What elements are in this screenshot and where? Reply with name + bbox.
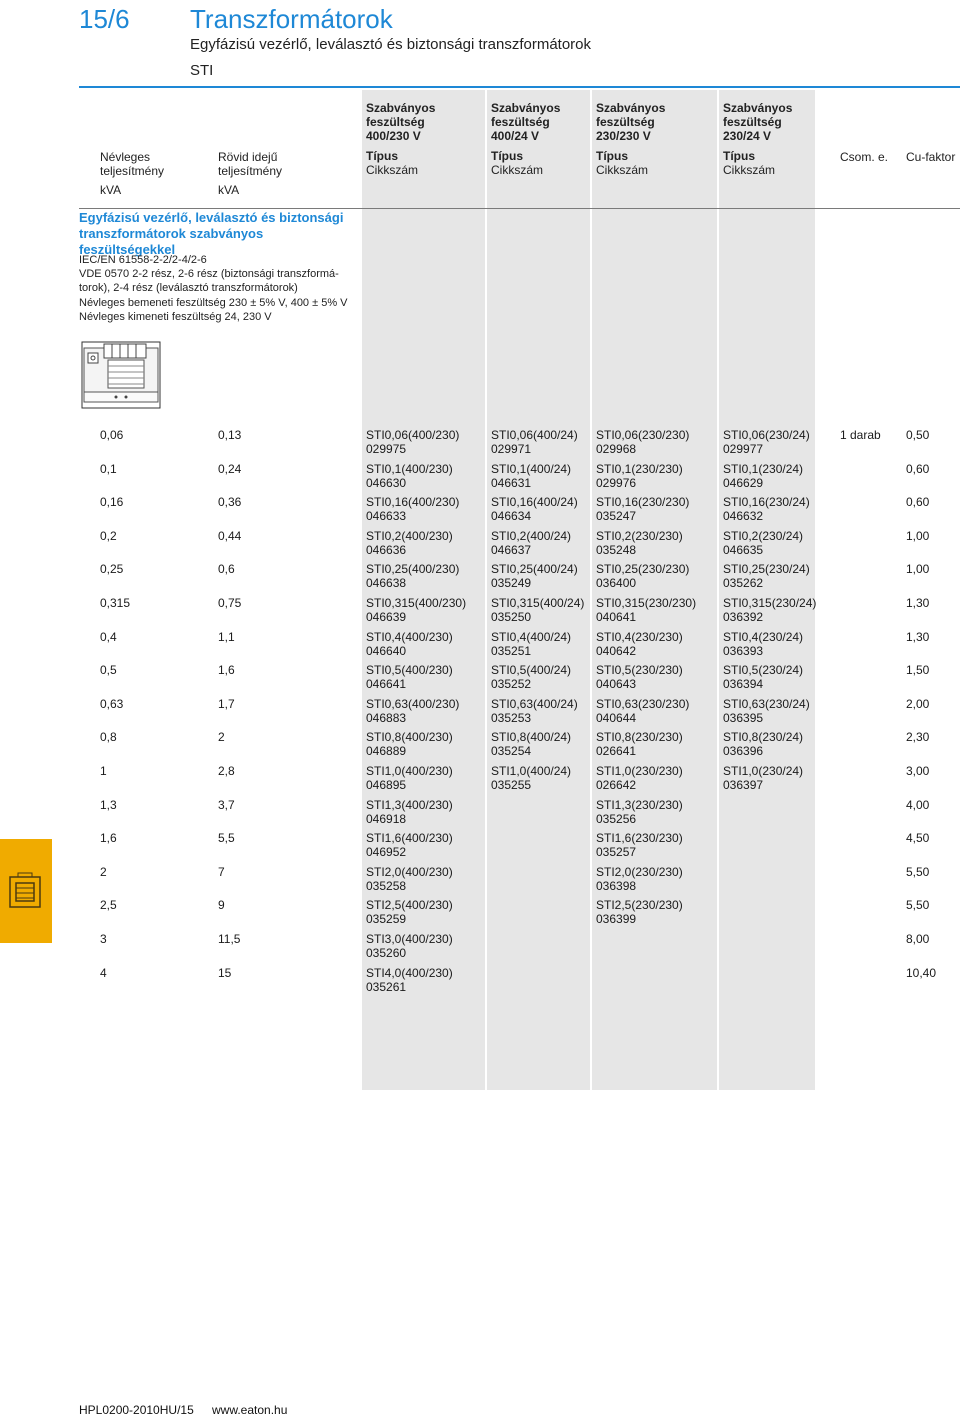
type-code: STI1,0(230/230) — [596, 764, 683, 778]
type-cell — [596, 529, 683, 557]
table-row — [0, 462, 960, 496]
type-cell — [366, 529, 453, 557]
header-std1-cikk: Cikkszám — [366, 163, 419, 177]
type-cell — [366, 898, 453, 926]
type-cell — [366, 697, 459, 725]
article-number: 035262 — [723, 576, 764, 591]
article-number: 026642 — [596, 778, 637, 792]
type-code: STI2,5(230/230) — [596, 898, 683, 913]
header-cu: Cu-faktor — [906, 150, 956, 164]
article-number: 040642 — [596, 643, 637, 658]
cu-cell: 1,30 — [906, 629, 930, 644]
type-code: STI1,0(400/230) — [366, 764, 453, 778]
type-code: STI0,4(230/24) — [723, 629, 804, 644]
article-number: 046634 — [491, 509, 532, 524]
type-cell — [723, 462, 803, 490]
type-cell — [366, 596, 466, 624]
type-code: STI2,0(400/230) — [366, 864, 453, 879]
header-std1-l1: Szabványos — [366, 101, 436, 115]
type-code: STI0,06(400/230) — [366, 428, 460, 442]
header-nevleges-l2: teljesítmény — [100, 164, 165, 178]
article-number: 035261 — [366, 979, 407, 994]
cu-cell: 4,00 — [906, 797, 930, 812]
type-cell — [491, 529, 571, 557]
type-code: STI1,0(230/24) — [723, 764, 804, 778]
article-number: 046633 — [366, 509, 407, 524]
type-cell — [723, 529, 803, 557]
article-number: 046638 — [366, 576, 407, 591]
table-row — [0, 932, 960, 966]
type-cell — [491, 630, 571, 658]
table-row — [0, 697, 960, 731]
article-number: 035255 — [491, 778, 532, 792]
kva-cell: 0,16 — [100, 495, 124, 510]
kva-cell: 0,63 — [100, 696, 124, 711]
type-cell — [491, 562, 578, 590]
kva-cell: 0,4 — [100, 629, 117, 644]
description-line: IEC/EN 61558-2-2/2-4/2-6 — [79, 254, 207, 266]
header-std2-l2: feszültség — [491, 115, 550, 129]
table-row — [0, 865, 960, 899]
type-code: STI0,315(400/230) — [366, 596, 467, 610]
type-cell — [596, 764, 683, 792]
article-number: 035248 — [596, 542, 637, 557]
header-nevleges-unit: kVA — [100, 183, 122, 197]
type-cell — [366, 562, 459, 590]
type-code: STI0,8(230/230) — [596, 730, 683, 745]
header-std2-tipus: Típus — [491, 149, 523, 163]
type-code: STI0,1(230/24) — [723, 461, 804, 476]
type-cell — [596, 663, 683, 691]
kva-cell: 0,8 — [100, 730, 117, 745]
table-row — [0, 966, 960, 1000]
cu-cell: 8,00 — [906, 932, 930, 946]
type-code: STI0,2(230/24) — [723, 528, 804, 543]
type-cell — [596, 630, 683, 658]
article-number: 046630 — [366, 475, 407, 490]
type-code: STI0,25(400/24) — [491, 562, 578, 577]
cu-cell: 10,40 — [906, 965, 937, 980]
header-nevleges — [100, 150, 164, 197]
cu-cell: 5,50 — [906, 898, 930, 913]
rovid-cell: 2,8 — [218, 764, 235, 778]
cu-cell: 0,60 — [906, 495, 930, 510]
type-cell — [596, 898, 683, 926]
cu-cell: 1,00 — [906, 528, 930, 543]
type-code: STI0,25(400/230) — [366, 562, 460, 577]
article-number: 029971 — [491, 442, 532, 456]
transformer-tab-icon — [0, 839, 52, 943]
type-cell — [491, 462, 571, 490]
article-number: 046639 — [366, 610, 407, 624]
article-number: 035252 — [491, 677, 532, 692]
type-cell — [366, 764, 453, 792]
type-code: STI0,5(400/24) — [491, 663, 572, 678]
rovid-cell: 0,13 — [218, 428, 242, 442]
rovid-cell: 15 — [218, 965, 232, 980]
article-number: 035251 — [491, 643, 532, 658]
header-std4-l2: feszültség — [723, 115, 782, 129]
article-number: 026641 — [596, 744, 637, 759]
kva-cell: 0,315 — [100, 596, 131, 610]
section-title: Egyfázisú vezérlő, leválasztó és biztonsági transzformátorok szabványos feszültségekkel — [79, 210, 344, 257]
cu-cell: 2,00 — [906, 696, 930, 711]
type-code: STI2,5(400/230) — [366, 898, 453, 913]
footer-code: HPL0200-2010HU/15 — [79, 1403, 194, 1416]
type-code: STI0,1(400/230) — [366, 461, 453, 476]
article-number: 046883 — [366, 710, 407, 725]
table-row — [0, 663, 960, 697]
type-cell — [723, 596, 816, 624]
article-number: 036400 — [596, 576, 637, 591]
article-number: 046918 — [366, 811, 407, 826]
table-row — [0, 596, 960, 630]
article-number: 046632 — [723, 509, 764, 524]
article-number: 036392 — [723, 610, 764, 624]
description-line: Névleges bemeneti feszültség 230 ± 5% V, 400 ± 5% V — [79, 296, 348, 309]
kva-cell: 0,06 — [100, 428, 124, 442]
transformer-icon — [80, 340, 162, 412]
type-cell — [366, 932, 453, 960]
rovid-cell: 1,6 — [218, 663, 235, 678]
type-cell — [596, 798, 683, 826]
table-row — [0, 428, 960, 462]
article-number: 036398 — [596, 878, 637, 893]
article-number: 029968 — [596, 442, 637, 456]
type-cell — [491, 596, 584, 624]
type-cell — [723, 730, 803, 758]
type-code: STI0,2(400/24) — [491, 528, 572, 543]
header-std2 — [491, 101, 560, 177]
header-std1-tipus: Típus — [366, 149, 398, 163]
header-std3 — [596, 101, 665, 177]
header-rovid-l2: teljesítmény — [218, 164, 283, 178]
type-code: STI0,16(230/230) — [596, 495, 690, 510]
type-cell — [366, 831, 453, 859]
header-std3-l3: 230/230 V — [596, 129, 651, 143]
type-code: STI0,4(400/230) — [366, 629, 453, 644]
type-cell — [723, 428, 810, 456]
type-code: STI0,06(400/24) — [491, 428, 578, 442]
header-std4-cikk: Cikkszám — [723, 163, 776, 177]
header-std2-cikk: Cikkszám — [491, 163, 544, 177]
article-number: 035257 — [596, 845, 637, 860]
table-row — [0, 730, 960, 764]
table-row — [0, 562, 960, 596]
type-cell — [491, 764, 571, 792]
type-code: STI4,0(400/230) — [366, 965, 453, 980]
cu-cell: 5,50 — [906, 864, 930, 879]
type-code: STI0,4(230/230) — [596, 629, 683, 644]
table-row — [0, 798, 960, 832]
table-row — [0, 764, 960, 798]
rovid-cell: 1,7 — [218, 696, 235, 711]
table-row — [0, 495, 960, 529]
type-cell — [491, 697, 578, 725]
rovid-cell: 1,1 — [218, 629, 235, 644]
header-std4-l1: Szabványos — [723, 101, 793, 115]
type-code: STI0,315(230/24) — [723, 596, 817, 610]
type-code: STI0,25(230/24) — [723, 562, 810, 577]
type-code: STI0,5(400/230) — [366, 663, 453, 678]
type-code: STI0,1(400/24) — [491, 461, 572, 476]
article-number: 046629 — [723, 475, 764, 490]
header-std3-tipus: Típus — [596, 149, 628, 163]
article-number: 046631 — [491, 475, 532, 490]
header-std3-l2: feszültség — [596, 115, 655, 129]
type-code: STI0,06(230/230) — [596, 428, 690, 442]
type-cell — [366, 730, 453, 758]
rovid-cell: 0,6 — [218, 562, 235, 577]
header-std3-l1: Szabványos — [596, 101, 666, 115]
article-number: 035253 — [491, 710, 532, 725]
page-subtitle: Egyfázisú vezérlő, leválasztó és biztonsági transzformátorok — [190, 36, 592, 53]
type-code: STI0,63(400/24) — [491, 696, 578, 711]
rovid-cell: 11,5 — [218, 932, 241, 946]
header-std4-tipus: Típus — [723, 149, 755, 163]
type-cell — [596, 495, 689, 523]
article-number: 035249 — [491, 576, 532, 591]
rovid-cell: 3,7 — [218, 797, 235, 812]
cu-cell: 0,50 — [906, 428, 930, 442]
kva-cell: 4 — [100, 965, 107, 980]
header-std2-l1: Szabványos — [491, 101, 561, 115]
type-cell — [596, 697, 689, 725]
section-description — [79, 253, 362, 324]
kva-cell: 3 — [100, 932, 107, 946]
article-number: 036395 — [723, 710, 764, 725]
kva-cell: 1 — [100, 764, 107, 778]
page-number: 15/6 — [79, 4, 130, 34]
type-cell — [596, 596, 696, 624]
type-code: STI0,5(230/24) — [723, 663, 804, 678]
article-number: 035247 — [596, 509, 637, 524]
article-number: 046636 — [366, 542, 407, 557]
type-cell — [366, 630, 453, 658]
header-csom: Csom. e. — [840, 150, 889, 164]
header-rule — [79, 86, 960, 88]
kva-cell: 0,5 — [100, 663, 117, 678]
article-number: 040641 — [596, 610, 637, 624]
description-line: VDE 0570 2-2 rész, 2-6 rész (biztonsági transzformá- — [79, 268, 339, 281]
header-rovid-l1: Rövid idejű — [218, 150, 278, 164]
type-code: STI0,16(230/24) — [723, 495, 810, 510]
type-cell — [366, 663, 453, 691]
header-rovid-unit: kVA — [218, 183, 240, 197]
type-cell — [366, 428, 459, 456]
type-cell — [596, 730, 683, 758]
type-cell — [596, 865, 683, 893]
header-std3-cikk: Cikkszám — [596, 163, 649, 177]
kva-cell: 0,25 — [100, 562, 124, 577]
header-std2-l3: 400/24 V — [491, 129, 540, 143]
rovid-cell: 9 — [218, 898, 225, 913]
table-row — [0, 630, 960, 664]
cu-cell: 0,60 — [906, 461, 930, 476]
type-cell — [366, 495, 459, 523]
cu-cell: 1,00 — [906, 562, 930, 577]
article-number: 029976 — [596, 475, 637, 490]
type-code: STI0,16(400/230) — [366, 495, 460, 510]
article-number: 035259 — [366, 912, 407, 927]
description-line: torok), 2-4 rész (leválasztó transzformátorok) — [79, 282, 298, 295]
type-code: STI1,6(400/230) — [366, 831, 453, 846]
article-number: 036394 — [723, 677, 764, 692]
type-cell — [596, 462, 683, 490]
type-code: STI0,63(230/24) — [723, 696, 810, 711]
article-number: 036399 — [596, 912, 637, 927]
description-line: Névleges kimeneti feszültség 24, 230 V — [79, 310, 272, 323]
header-std1-l3: 400/230 V — [366, 129, 421, 143]
type-code: STI2,0(230/230) — [596, 864, 683, 879]
type-cell — [491, 663, 571, 691]
article-number: 035256 — [596, 811, 637, 826]
header-std4 — [723, 101, 792, 177]
cu-cell: 4,50 — [906, 831, 930, 846]
article-number: 046952 — [366, 845, 407, 860]
type-code: STI1,6(230/230) — [596, 831, 683, 846]
article-number: 040644 — [596, 710, 637, 725]
cu-cell: 3,00 — [906, 764, 930, 778]
type-code: STI1,3(400/230) — [366, 797, 453, 812]
header-std1 — [366, 101, 435, 177]
footer-url: www.eaton.hu — [212, 1403, 288, 1416]
article-number: 046637 — [491, 542, 532, 557]
header-std4-l3: 230/24 V — [723, 129, 772, 143]
type-cell — [723, 495, 810, 523]
kva-cell: 2 — [100, 864, 107, 879]
kva-cell: 0,2 — [100, 528, 117, 543]
type-cell — [366, 966, 453, 994]
article-number: 036396 — [723, 744, 764, 759]
type-cell — [491, 730, 571, 758]
type-cell — [596, 428, 689, 456]
header-divider — [79, 208, 960, 209]
header-nevleges-l1: Névleges — [100, 150, 151, 164]
type-cell — [491, 428, 578, 456]
header-std1-l2: feszültség — [366, 115, 425, 129]
type-code: STI0,8(230/24) — [723, 730, 804, 745]
type-code: STI0,25(230/230) — [596, 562, 690, 577]
csom-cell: 1 darab — [840, 428, 881, 442]
table-row — [0, 898, 960, 932]
type-cell — [723, 630, 803, 658]
rovid-cell: 0,36 — [218, 495, 242, 510]
header-rovid — [218, 150, 282, 197]
article-number: 036397 — [723, 778, 764, 792]
type-cell — [366, 865, 453, 893]
article-number: 035258 — [366, 878, 407, 893]
rovid-cell: 0,44 — [218, 528, 242, 543]
type-code: STI0,315(400/24) — [491, 596, 585, 610]
cu-cell: 1,30 — [906, 596, 930, 610]
article-number: 036393 — [723, 643, 764, 658]
page-title: Transzformátorok — [190, 4, 393, 34]
type-cell — [723, 697, 810, 725]
cu-cell: 1,50 — [906, 663, 930, 678]
cu-cell: 2,30 — [906, 730, 930, 745]
rovid-cell: 0,24 — [218, 461, 242, 476]
article-number: 046641 — [366, 677, 407, 692]
type-code: STI0,06(230/24) — [723, 428, 810, 442]
kva-cell: 1,3 — [100, 797, 117, 812]
type-cell — [491, 495, 578, 523]
kva-cell: 1,6 — [100, 831, 117, 846]
article-number: 046640 — [366, 643, 407, 658]
type-code: STI0,63(400/230) — [366, 696, 460, 711]
type-code: STI0,5(230/230) — [596, 663, 683, 678]
article-number: 035260 — [366, 946, 407, 960]
type-code: STI0,8(400/230) — [366, 730, 453, 745]
kva-cell: 0,1 — [100, 461, 117, 476]
section-tab — [0, 839, 52, 943]
article-number: 029975 — [366, 442, 407, 456]
type-cell — [366, 798, 453, 826]
article-number: 029977 — [723, 442, 764, 456]
rovid-cell: 0,75 — [218, 596, 242, 610]
type-code: STI1,0(400/24) — [491, 764, 572, 778]
type-cell — [723, 663, 803, 691]
article-number: 046889 — [366, 744, 407, 759]
type-code: STI0,16(400/24) — [491, 495, 578, 510]
product-name: STI — [190, 62, 214, 79]
rovid-cell: 7 — [218, 864, 225, 879]
type-cell — [723, 562, 810, 590]
kva-cell: 2,5 — [100, 898, 117, 913]
type-code: STI1,3(230/230) — [596, 797, 683, 812]
type-code: STI0,1(230/230) — [596, 461, 683, 476]
article-number: 046635 — [723, 542, 764, 557]
type-cell — [596, 831, 683, 859]
type-code: STI0,4(400/24) — [491, 629, 572, 644]
type-code: STI3,0(400/230) — [366, 932, 453, 946]
table-row — [0, 831, 960, 865]
type-code: STI0,63(230/230) — [596, 696, 690, 711]
article-number: 035254 — [491, 744, 532, 759]
article-number: 035250 — [491, 610, 532, 624]
article-number: 046895 — [366, 778, 407, 792]
type-cell — [366, 462, 453, 490]
article-number: 040643 — [596, 677, 637, 692]
rovid-cell: 5,5 — [218, 831, 235, 846]
type-cell — [723, 764, 803, 792]
type-code: STI0,2(400/230) — [366, 528, 453, 543]
rovid-cell: 2 — [218, 730, 225, 745]
type-code: STI0,2(230/230) — [596, 528, 683, 543]
type-code: STI0,315(230/230) — [596, 596, 697, 610]
table-row — [0, 529, 960, 563]
type-cell — [596, 562, 689, 590]
type-code: STI0,8(400/24) — [491, 730, 572, 745]
